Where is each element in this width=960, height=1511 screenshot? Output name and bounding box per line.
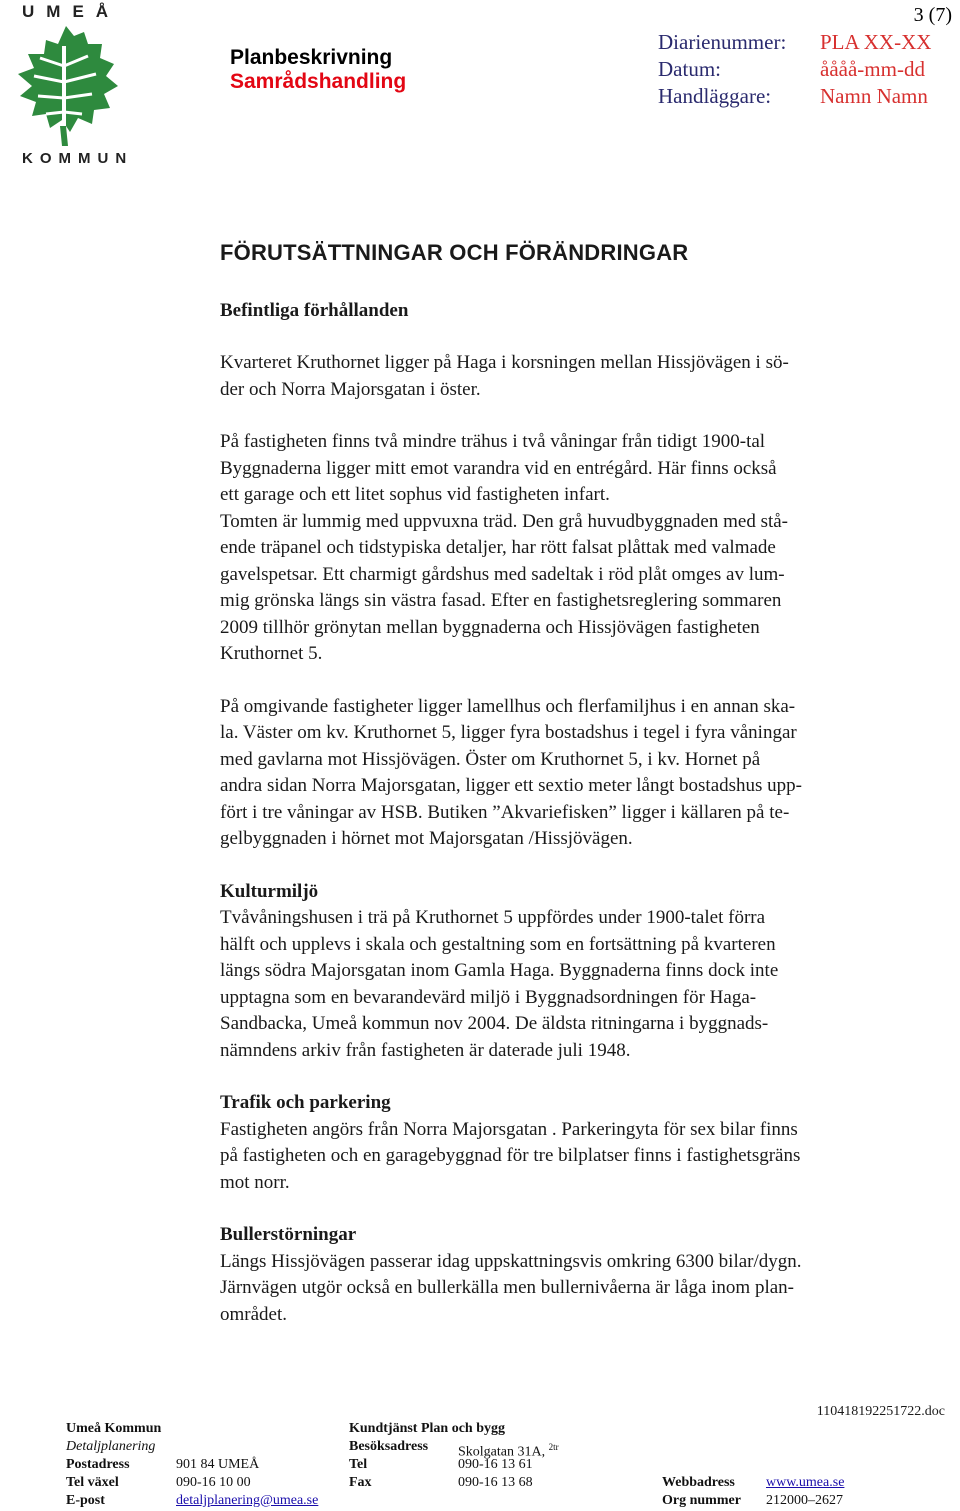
document-subtitle: Samrådshandling bbox=[230, 70, 407, 93]
meta-label: Datum: bbox=[658, 57, 721, 81]
main-heading: FÖRUTSÄTTNINGAR OCH FÖRÄNDRINGAR bbox=[220, 240, 689, 265]
paragraph bbox=[220, 429, 920, 668]
text-line: la. Väster om kv. Kruthornet 5, ligger fyra bostadshus i tegel i fyra våningar bbox=[220, 722, 797, 743]
footer-dept: Detaljplanering bbox=[66, 1439, 156, 1454]
paragraph bbox=[220, 694, 920, 853]
meta-label: Diarienummer: bbox=[658, 30, 787, 54]
text-line: På omgivande fastigheter ligger lamellhus och flerfamiljhus i en annan ska- bbox=[220, 695, 796, 717]
text-line: Tvåvåningshusen i trä på Kruthornet 5 uppfördes under 1900-talet förra bbox=[220, 907, 766, 928]
footer-email-link[interactable]: detaljplanering@umea.se bbox=[176, 1493, 319, 1508]
footer-orgnr-label: Org nummer bbox=[662, 1493, 741, 1508]
text-line: Kvarteret Kruthornet ligger på Haga i korsningen mellan Hissjövägen i sö- bbox=[220, 352, 789, 373]
text-line: med gavlarna mot Hissjövägen. Öster om Kruthornet 5, i kv. Hornet på bbox=[220, 748, 761, 770]
text-line: På fastigheten finns två mindre trähus i två våningar från tidigt 1900-tal bbox=[220, 431, 766, 452]
meta-value: åååå-mm-dd bbox=[820, 57, 925, 81]
section-heading-kulturmiljo: Kulturmiljö bbox=[220, 880, 319, 902]
paragraph bbox=[220, 905, 920, 1064]
text-line: gelbyggnaden i hörnet mot Majorsgatan /Hissjövägen. bbox=[220, 828, 633, 849]
text-line: Tomten är lummig med uppvuxna träd. Den grå huvudbyggnaden med stå- bbox=[220, 510, 789, 532]
section-heading-trafik: Trafik och parkering bbox=[220, 1092, 391, 1113]
footer-telvaxel: 090-16 10 00 bbox=[176, 1475, 251, 1490]
logo-top-text: UMEÅ bbox=[22, 2, 121, 21]
text-line: Byggnaderna ligger mitt emot varandra vid en entrégård. Här finns också bbox=[220, 457, 777, 479]
footer-telvaxel-label: Tel växel bbox=[66, 1475, 119, 1490]
document-meta bbox=[658, 29, 931, 110]
paragraph bbox=[220, 1117, 920, 1197]
text-line: upptagna som en bevarandevärd miljö i Byggnadsordningen för Haga- bbox=[220, 986, 757, 1008]
footer-tel: 090-16 13 61 bbox=[458, 1457, 533, 1472]
logo-bottom-text: KOMMUN bbox=[22, 150, 134, 167]
document-title-block bbox=[230, 46, 406, 94]
text-line: ende träpanel och tidstypiska detaljer, har rött falsat plåttak med valmade bbox=[220, 537, 776, 558]
text-line: hälft och upplevs i skala och gestaltning som en fortsättning på kvarteren bbox=[220, 933, 776, 955]
document-filename: 110418192251722.doc bbox=[816, 1404, 945, 1419]
document-body bbox=[220, 240, 920, 1328]
meta-row-datum bbox=[658, 56, 931, 83]
text-line: andra sidan Norra Majorsgatan, ligger ett sextio meter långt bostadshus upp- bbox=[220, 775, 802, 796]
text-line: Järnvägen utgör också en bullerkälla men bullernivåerna är låga inom plan- bbox=[220, 1277, 794, 1298]
footer-besok-label: Besöksadress bbox=[349, 1439, 429, 1454]
footer-orgnr: 212000–2627 bbox=[766, 1493, 843, 1508]
footer-fax-label: Fax bbox=[349, 1475, 372, 1490]
footer-besok-address: Skolgatan 31A, bbox=[458, 1444, 546, 1460]
text-line: ett garage och ett litet sophus vid fastigheten infart. bbox=[220, 484, 610, 505]
footer-web-label: Webbadress bbox=[662, 1475, 735, 1490]
paragraph bbox=[220, 350, 920, 403]
section-heading-befintliga: Befintliga förhållanden bbox=[220, 299, 409, 321]
footer-kundtjanst: Kundtjänst Plan och bygg bbox=[349, 1421, 505, 1436]
footer-fax: 090-16 13 68 bbox=[458, 1475, 533, 1490]
text-line: Längs Hissjövägen passerar idag uppskattningsvis omkring 6300 bilar/dygn. bbox=[220, 1250, 802, 1272]
footer-tel-label: Tel bbox=[349, 1457, 368, 1472]
document-title: Planbeskrivning bbox=[230, 46, 393, 69]
text-line: gavelspetsar. Ett charmigt gårdshus med sadeltak i röd plåt omges av lum- bbox=[220, 563, 785, 585]
page-number: 3 (7) bbox=[913, 4, 952, 26]
meta-row-handlaggare bbox=[658, 83, 931, 110]
text-line: på fastigheten och en garagebyggnad för tre bilplatser finns i fastighetsgräns bbox=[220, 1145, 801, 1166]
footer-postadress-label: Postadress bbox=[66, 1457, 130, 1472]
text-line: fört i tre våningar av HSB. Butiken ”Akvariefisken” ligger i källaren på te- bbox=[220, 801, 790, 823]
text-line: nämndens arkiv från fastigheten är daterade juli 1948. bbox=[220, 1039, 631, 1061]
text-line: mot norr. bbox=[220, 1171, 290, 1193]
leaf-icon bbox=[4, 22, 126, 148]
section-heading-buller: Bullerstörningar bbox=[220, 1224, 357, 1245]
footer-postadress: 901 84 UMEÅ bbox=[176, 1457, 260, 1472]
meta-value: Namn Namn bbox=[820, 84, 928, 108]
text-line: Kruthornet 5. bbox=[220, 643, 323, 664]
text-line: mig grönska längs sin västra fasad. Efter en fastighetsreglering sommaren bbox=[220, 590, 782, 611]
text-line: Fastigheten angörs från Norra Majorsgatan . Parkeringyta för sex bilar finns bbox=[220, 1118, 798, 1140]
meta-value: PLA XX-XX bbox=[820, 30, 932, 54]
footer-web-link[interactable]: www.umea.se bbox=[766, 1475, 845, 1490]
text-line: Sandbacka, Umeå kommun nov 2004. De äldsta ritningarna i byggnads- bbox=[220, 1013, 769, 1034]
text-line: 2009 tillhör grönytan mellan byggnaderna och Hissjövägen fastigheten bbox=[220, 616, 760, 638]
paragraph bbox=[220, 1249, 920, 1329]
meta-label: Handläggare: bbox=[658, 84, 772, 108]
umea-kommun-logo bbox=[0, 0, 134, 170]
text-line: området. bbox=[220, 1303, 288, 1325]
footer-epost-label: E-post bbox=[66, 1493, 105, 1508]
meta-row-diarienummer bbox=[658, 29, 931, 56]
text-line: längs södra Majorsgatan inom Gamla Haga. Byggnaderna finns dock inte bbox=[220, 960, 779, 981]
text-line: der och Norra Majorsgatan i öster. bbox=[220, 378, 481, 400]
footer-besok-floor: 2tr bbox=[548, 1442, 559, 1452]
footer-org: Umeå Kommun bbox=[66, 1421, 162, 1436]
